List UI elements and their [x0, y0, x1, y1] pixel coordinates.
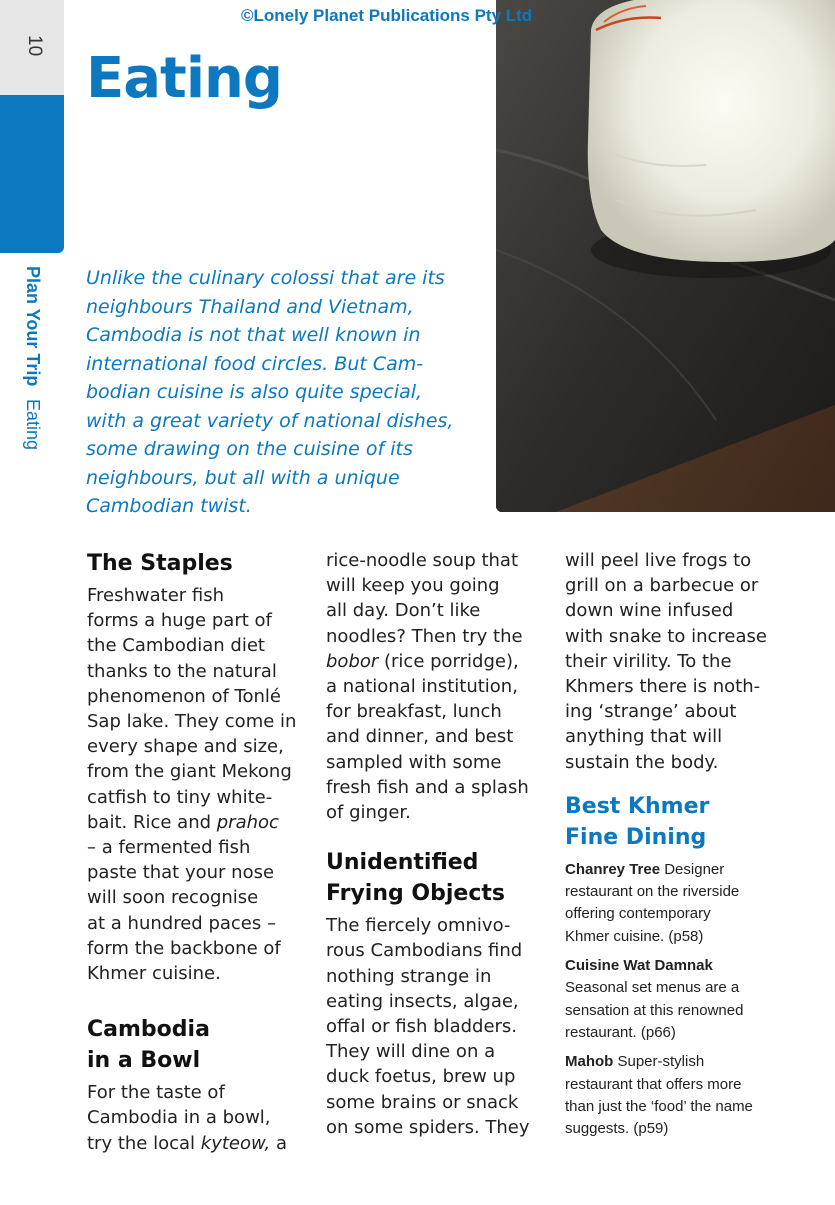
restaurant-entry	[565, 955, 795, 1044]
body-line: down wine infused	[565, 600, 734, 622]
intro-line: with a great variety of national dishes,	[86, 409, 454, 432]
entry-line: restaurant. (p66)	[565, 1023, 676, 1041]
entry-line	[565, 955, 795, 977]
intro-line: bodian cuisine is also quite special,	[86, 381, 423, 403]
body-line: at a hundred paces –	[87, 912, 276, 934]
intro-line: Cambodia is not that well known in	[86, 324, 421, 346]
body-line: Cambodia in a bowl,	[87, 1107, 271, 1129]
body-line: grill on a barbecue or	[565, 575, 759, 597]
staples-heading	[87, 548, 312, 579]
body-line: paste that your nose	[87, 862, 275, 884]
body-line: will keep you going	[326, 575, 500, 597]
body-line: duck foetus, brew up	[326, 1066, 516, 1088]
body-line: nothing strange in	[326, 965, 492, 987]
page-number-tab	[0, 0, 64, 95]
intro-line: international food circles. But Cam-	[86, 352, 424, 375]
body-line: some brains or snack	[326, 1091, 519, 1113]
column-2	[326, 548, 551, 1140]
column-1	[87, 548, 312, 1156]
bowl-body	[87, 1080, 312, 1156]
body-line: will soon recognise	[87, 887, 259, 909]
body-text: try the local	[87, 1132, 201, 1154]
entry-line	[565, 859, 795, 881]
body-line: phenomenon of Tonlé	[87, 685, 281, 707]
column-3	[565, 548, 795, 1147]
intro-line: Cambodian twist.	[86, 495, 252, 517]
entry-line: restaurant that offers more	[565, 1075, 742, 1093]
page-title: Eating	[86, 46, 282, 111]
prahoc-term: prahoc	[216, 811, 279, 833]
restaurant-name: Chanrey Tree	[565, 860, 661, 878]
body-line: a national institution,	[326, 676, 518, 698]
body-text: a	[270, 1132, 288, 1154]
frogs-body	[565, 548, 795, 775]
body-line: Freshwater fish	[87, 585, 225, 606]
body-line: For the taste of	[87, 1082, 225, 1104]
entry-text: Designer	[660, 860, 725, 878]
body-line	[87, 810, 312, 835]
body-line: – a fermented fish	[87, 837, 251, 859]
body-line: from the giant Mekong	[87, 761, 292, 783]
entry-line: sensation at this renowned	[565, 1001, 744, 1019]
intro-line: neighbours, but all with a unique	[86, 466, 400, 489]
body-line: fresh fish and a splash	[326, 776, 529, 798]
body-text: bait. Rice and	[87, 811, 217, 833]
body-line: anything that will	[565, 726, 723, 748]
bobor-term: bobor	[326, 650, 379, 672]
entry-line: offering contemporary	[565, 905, 711, 923]
page-number: 10	[24, 35, 45, 57]
entry-line: suggests. (p59)	[565, 1120, 669, 1138]
body-line: on some spiders. They	[326, 1116, 530, 1138]
body-line: Sap lake. They come in	[87, 711, 297, 733]
body-line: Khmer cuisine.	[87, 963, 221, 985]
body-line: every shape and size,	[87, 736, 284, 758]
body-line: rous Cambodians find	[326, 940, 523, 962]
entry-text: Super-stylish	[613, 1053, 705, 1071]
body-line: sustain the body.	[565, 751, 719, 773]
body-line: They will dine on a	[326, 1041, 496, 1063]
body-line: noodles? Then try the	[326, 625, 523, 647]
copyright-notice: ©Lonely Planet Publications Pty Ltd	[241, 6, 533, 25]
entry-line	[565, 1051, 795, 1073]
body-line: form the backbone of	[87, 937, 281, 959]
ufo-heading-line: Unidentified	[326, 850, 479, 876]
body-line: of ginger.	[326, 802, 411, 824]
body-line: with snake to increase	[565, 625, 767, 647]
entry-line: Seasonal set menus are a	[565, 979, 740, 997]
section-nav	[22, 266, 43, 450]
body-line: for breakfast, lunch	[326, 701, 502, 723]
staples-heading-text: The Staples	[87, 551, 233, 576]
bowl-heading-line: Cambodia	[87, 1017, 210, 1043]
chapter-label: Eating	[23, 399, 43, 451]
ufo-heading-line: Frying Objects	[326, 881, 505, 907]
body-text: (rice porridge),	[378, 650, 519, 672]
body-line: catfish to tiny white-	[87, 786, 273, 808]
body-line: eating insects, algae,	[326, 990, 519, 1012]
fine-dining-heading-line: Fine Dining	[565, 824, 707, 850]
body-line: forms a huge part of	[87, 610, 272, 632]
body-line	[326, 649, 551, 674]
fine-dining-heading-line: Best Khmer	[565, 793, 710, 819]
entry-line: than just the ‘food’ the name	[565, 1097, 753, 1115]
body-line: ing ‘strange’ about	[565, 701, 737, 723]
body-line: sampled with some	[326, 751, 502, 773]
body-line: thanks to the natural	[87, 660, 277, 682]
section-label: Plan Your Trip	[23, 266, 43, 387]
body-line: and dinner, and best	[326, 726, 514, 748]
restaurant-entry	[565, 1051, 795, 1140]
body-line: all day. Don’t like	[326, 600, 481, 622]
restaurant-entry	[565, 859, 795, 948]
rice-photo-illustration	[496, 0, 835, 512]
bowl-heading-line: in a Bowl	[87, 1048, 201, 1074]
noodle-body	[326, 548, 551, 825]
chapter-tab	[0, 95, 64, 253]
intro-line: some drawing on the cuisine of its	[86, 438, 413, 460]
staples-body	[87, 583, 312, 986]
fine-dining-heading	[565, 791, 795, 853]
intro-paragraph	[86, 264, 482, 521]
body-line: rice-noodle soup that	[326, 550, 519, 571]
kyteow-term: kyteow,	[200, 1132, 271, 1154]
ufo-heading	[326, 847, 551, 909]
intro-line: Unlike the culinary colossi that are its	[86, 267, 445, 289]
body-line	[87, 1131, 312, 1156]
body-line: offal or fish bladders.	[326, 1016, 518, 1038]
restaurant-name: Cuisine Wat Damnak	[565, 957, 713, 975]
body-line: the Cambodian diet	[87, 635, 265, 657]
entry-line: restaurant on the riverside	[565, 883, 740, 901]
entry-line: Khmer cuisine. (p58)	[565, 927, 704, 945]
body-line: will peel live frogs to	[565, 550, 752, 571]
bowl-heading	[87, 1014, 312, 1076]
body-line: The fiercely omnivo-	[326, 915, 511, 937]
intro-line: neighbours Thailand and Vietnam,	[86, 295, 414, 318]
restaurant-name: Mahob	[565, 1053, 614, 1071]
body-line: their virility. To the	[565, 650, 732, 672]
ufo-body	[326, 913, 551, 1140]
body-line: Khmers there is noth-	[565, 676, 761, 698]
rice-photo	[496, 0, 835, 512]
